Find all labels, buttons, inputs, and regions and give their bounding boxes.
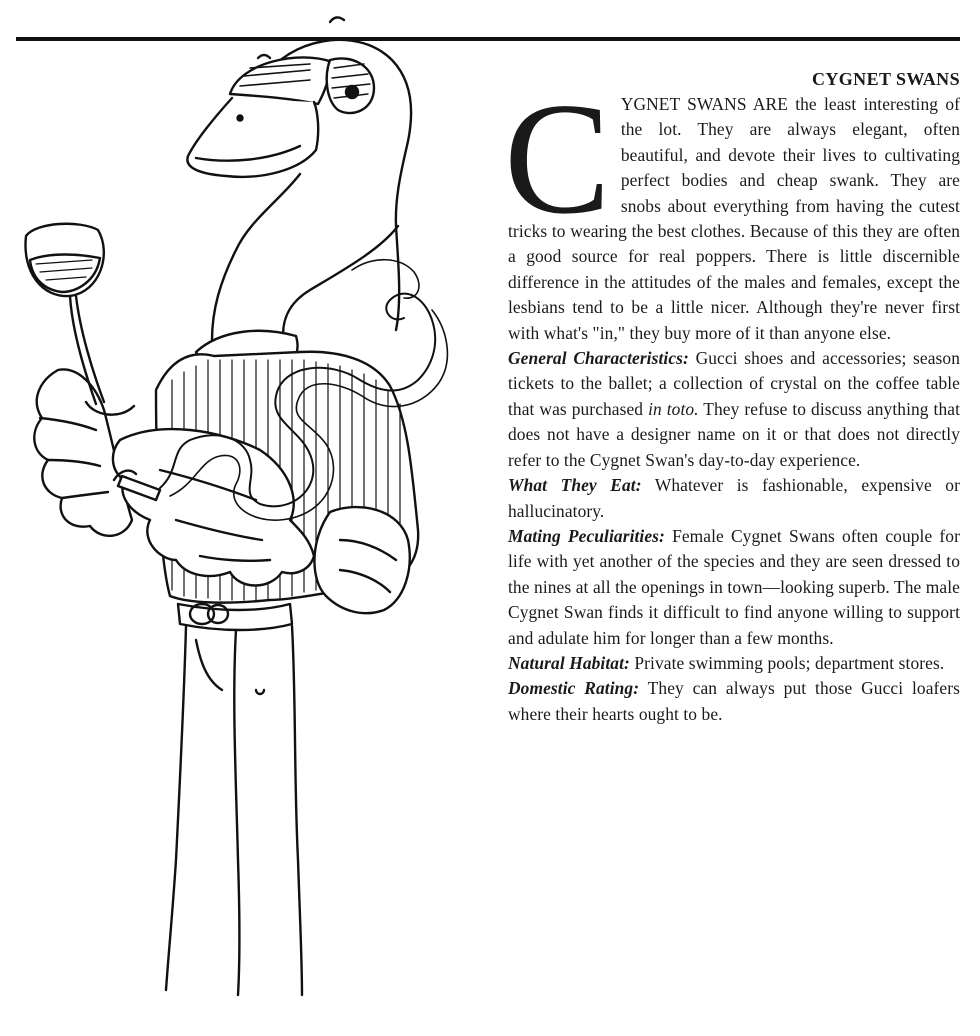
natural-habitat-paragraph	[508, 651, 960, 676]
domestic-rating-text: They can always put those Gucci loafers where their hearts ought to be.	[508, 678, 960, 724]
what-they-eat-heading: What They Eat:	[508, 475, 642, 496]
general-characteristics-emphasis: in toto.	[648, 398, 699, 419]
natural-habitat-text: Private swimming pools; department stores.	[634, 652, 945, 673]
mating-peculiarities-paragraph	[508, 524, 960, 651]
intro-text: the least interesting of the lot. They are always elegant, often beautiful, and devote their lives to cultivating perfect bodies and cheap swank. They are snobs about everything from having the cutest tricks to wearing the best clothes. Because of this they are often a good source for real poppers. There is little discernible difference in the attitudes of the males and females, except the lesbians tend to be a little nicer. Although they're never first with what's "in," they buy more of it than anyone else.	[508, 94, 960, 343]
what-they-eat-paragraph	[508, 473, 960, 524]
intro-paragraph	[504, 69, 960, 346]
domestic-rating-paragraph	[508, 676, 960, 727]
natural-habitat-heading: Natural Habitat:	[508, 652, 630, 673]
what-they-eat-text: Whatever is fashionable, expensive or hallucinatory.	[508, 475, 960, 521]
article	[504, 68, 961, 727]
mating-peculiarities-heading: Mating Peculiarities:	[508, 525, 665, 546]
general-characteristics-text-end: They refuse to discuss anything that does not have a designer name on it or that does not directly refer to the Cygnet Swan's day-to-day experience.	[508, 398, 961, 470]
swan-illustration	[0, 0, 480, 1036]
mating-peculiarities-text: Female Cygnet Swans often couple for life with yet another of the species and they are seen dressed to the nines at all the openings in town—looking superb. The male Cygnet Swan finds it difficult to find anyone willing to support and adulate him for longer than a few months.	[508, 525, 960, 648]
intro-caps: YGNET SWANS ARE	[620, 94, 788, 114]
general-characteristics-heading: General Characteristics:	[508, 348, 689, 369]
drop-cap: C	[504, 69, 611, 247]
domestic-rating-heading: Domestic Rating:	[508, 678, 640, 699]
general-characteristics-text: Gucci shoes and accessories; season tickets to the ballet; a collection of crystal on the coffee table that was purchased	[508, 348, 960, 419]
article-title: CYGNET SWANS	[811, 69, 960, 89]
general-characteristics-paragraph	[508, 346, 960, 473]
